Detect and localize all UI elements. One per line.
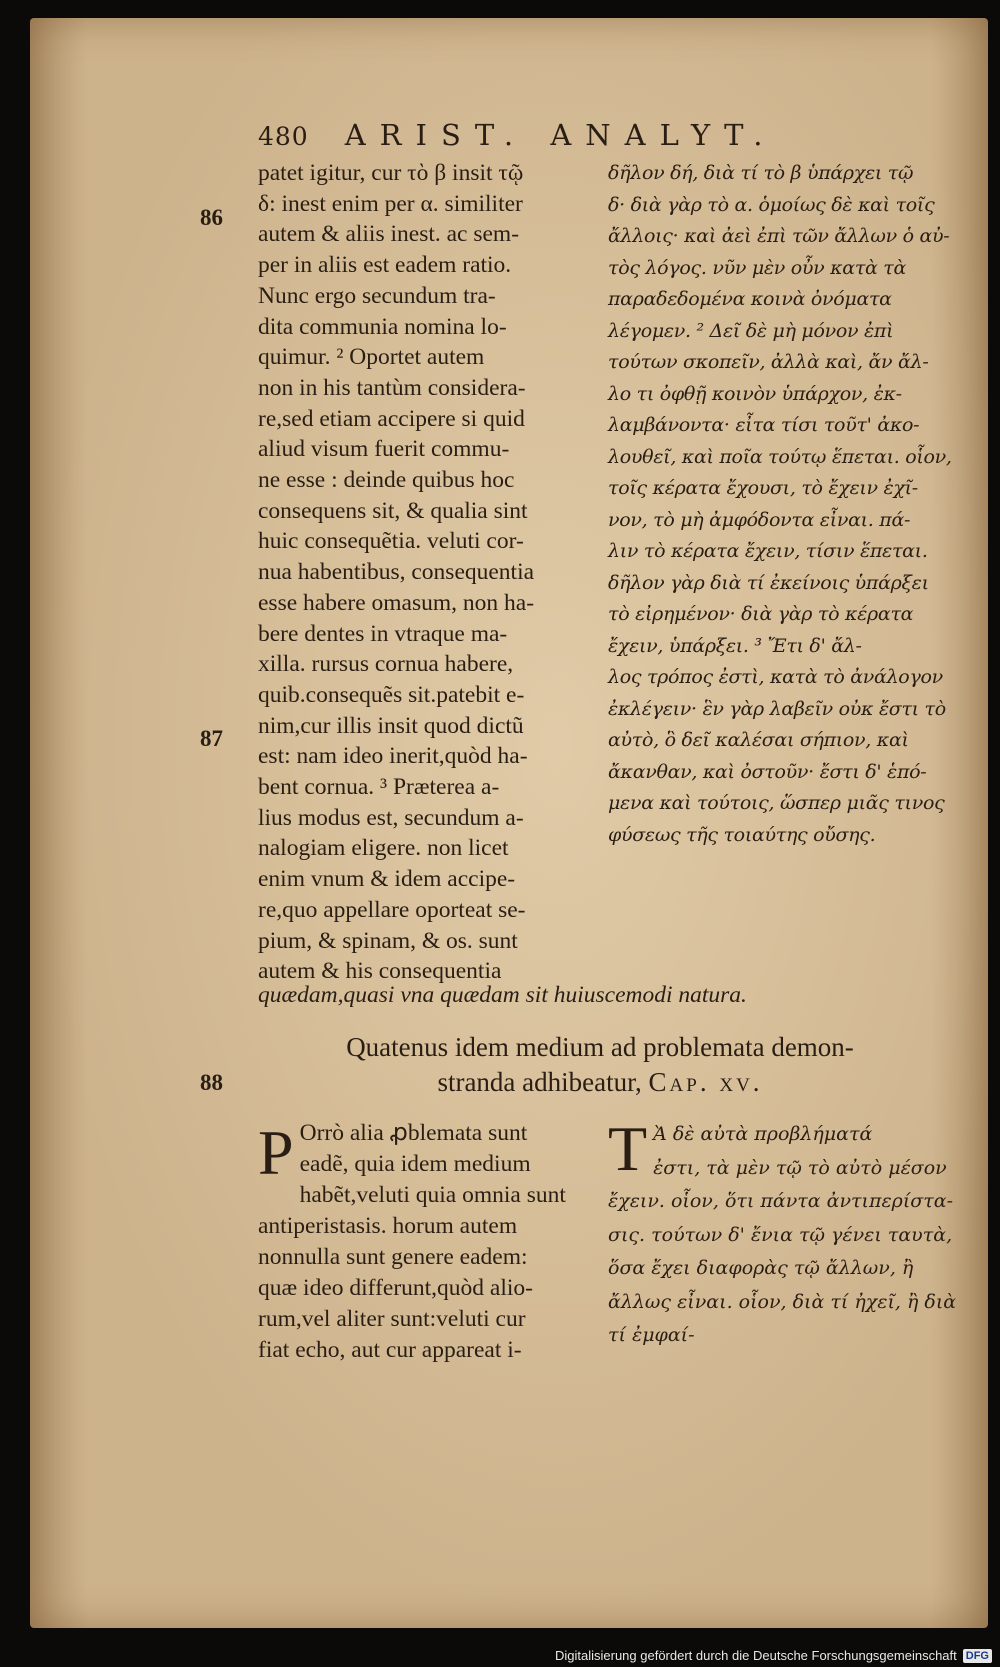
- greek-text-line: δῆλον δή, διὰ τί τὸ β ὑπάρχει τῷ: [608, 162, 914, 184]
- latin-text-line: esse habere omasum, non ha-: [258, 589, 535, 616]
- greek-text-line: τούτων σκοπεῖν, ἀλλὰ καὶ, ἄν ἄλ-: [608, 351, 929, 373]
- latin-text-line: quæ ideo differunt,quòd alio-: [258, 1275, 533, 1301]
- latin-text-line: bent cornua. ³ Præterea a-: [258, 774, 500, 801]
- latin-text-line: Nunc ergo secundum tra-: [258, 282, 496, 309]
- greek-text-line: μενα καὶ τούτοις, ὥσπερ μιᾶς τινος: [608, 792, 945, 814]
- greek-text-line: δῆλον γὰρ διὰ τί ἐκείνοις ὑπάρξει: [608, 571, 929, 594]
- latin-text-line: lius modus est, secundum a-: [258, 804, 524, 831]
- greek-text-line: ἄλλοις· καὶ ἀεὶ ἐπὶ τῶν ἄλλων ὁ αὐ-: [608, 225, 950, 247]
- page-number: 480: [258, 122, 309, 151]
- greek-text-line: λουθεῖ, καὶ ποῖα τούτῳ ἕπεται. οἷον,: [608, 445, 952, 468]
- latin-text-line: patet igitur, cur τὸ β insit τῷ: [258, 160, 524, 186]
- latin-text-line: dita communia nomina lo-: [258, 313, 507, 340]
- greek-text-line: νον, τὸ μὴ ἀμφόδοντα εἶναι. πά-: [608, 508, 911, 531]
- greek-text-line: τί ἐμφαί-: [608, 1324, 695, 1346]
- latin-text-line: huic consequẽtia. veluti cor-: [258, 528, 524, 555]
- greek-text-line: λιν τὸ κέρατα ἔχειν, τίσιν ἕπεται.: [608, 540, 928, 562]
- latin-text-line: autem & aliis inest. ac sem-: [258, 221, 520, 248]
- greek-text-line: σις. τούτων δ' ἔνια τῷ γένει ταυτὰ,: [608, 1223, 953, 1246]
- chapter-heading: [270, 1030, 930, 1100]
- chapter-heading-line: Quatenus idem medium ad problemata demon-: [346, 1032, 854, 1062]
- latin-text-line: δ: inest enim per α. similiter: [258, 190, 523, 217]
- greek-text-line: φύσεως τῆς τοιαύτης οὔσης.: [608, 823, 876, 846]
- greek-text-line: ὅσα ἔχει διαφορὰς τῷ ἄλλων, ἢ: [608, 1257, 914, 1279]
- latin-text-line: est: nam ideo inerit,quòd ha-: [258, 743, 528, 770]
- greek-text-line: παραδεδομένα κοινὰ ὀνόματα: [608, 288, 892, 310]
- latin-text-line: rum,vel aliter sunt:veluti cur: [258, 1306, 526, 1332]
- latin-text-line: nalogiam eligere. non licet: [258, 835, 509, 862]
- greek-text-line: δ· διὰ γὰρ τὸ α. ὁμοίως δὲ καὶ τοῖς: [608, 193, 935, 216]
- latin-text-line: per in aliis est eadem ratio.: [258, 252, 512, 279]
- latin-text-line: eadẽ, quia idem medium: [299, 1151, 531, 1177]
- latin-text-line: autem & his consequentia: [258, 958, 502, 985]
- latin-text-line: enim vnum & idem accipe-: [258, 866, 516, 893]
- latin-text-line: nua habentibus, consequentia: [258, 559, 535, 586]
- latin-text-line: Orrò alia ꝓblemata sunt: [299, 1120, 528, 1146]
- latin-text-line: non in his tantùm considera-: [258, 374, 526, 401]
- dfg-logo: DFG: [963, 1649, 992, 1663]
- greek-text-line: ἔχειν, ὑπάρξει. ³ Ἔτι δ' ἄλ-: [608, 634, 862, 657]
- margin-number: 88: [200, 1070, 223, 1095]
- latin-text-line: fiat echo, aut cur appareat i-: [258, 1337, 522, 1363]
- footer: [555, 1648, 992, 1663]
- greek-text-line: τὸ εἰρημένον· διὰ γὰρ τὸ κέρατα: [608, 603, 914, 625]
- greek-text-line: Ὰ δὲ αὐτὰ προβλήματά: [653, 1123, 873, 1145]
- greek-text-line: τοῖς κέρατα ἔχουσι, τὸ ἔχειν ἐχῖ-: [608, 477, 918, 499]
- latin-text-line: quimur. ² Oportet autem: [258, 344, 485, 371]
- greek-text-line: ἐκλέγειν· ἓν γὰρ λαβεῖν οὐκ ἔστι τὸ: [608, 697, 946, 720]
- greek-text-line: ἐστι, τὰ μὲν τῷ τὸ αὐτὸ μέσον: [653, 1156, 947, 1179]
- latin-text-line: quib.consequẽs sit.patebit e-: [258, 681, 525, 708]
- greek-text-line: λέγομεν. ² Δεῖ δὲ μὴ μόνον ἐπὶ: [608, 319, 894, 342]
- latin-column-2: [258, 1118, 580, 1366]
- running-head: [258, 118, 800, 152]
- greek-column: [608, 158, 952, 851]
- latin-text-line: nonnulla sunt genere eadem:: [258, 1244, 528, 1270]
- latin-text-line: consequens sit, & qualia sint: [258, 497, 528, 524]
- latin-column: [258, 158, 580, 987]
- drop-capital: P: [258, 1117, 294, 1188]
- running-title: ARIST. ANALYT.: [344, 118, 777, 152]
- latin-text-line: aliud visum fuerit commu-: [258, 436, 510, 463]
- chapter-label: Cap. xv.: [648, 1067, 763, 1097]
- latin-text-line: antiperistasis. horum autem: [258, 1213, 518, 1239]
- latin-tail-line: quædam,quasi vna quædam sit huiuscemodi natura.: [258, 982, 747, 1008]
- greek-text-line: λο τι ὀφθῇ κοινὸν ὑπάρχον, ἐκ-: [608, 382, 902, 405]
- greek-text-line: ἄκανθαν, καὶ ὀστοῦν· ἔστι δ' ἑπό-: [608, 760, 927, 783]
- latin-text-line: habẽt,veluti quia omnia sunt: [299, 1182, 566, 1208]
- margin-number: 86: [200, 205, 223, 230]
- latin-text-line: nim,cur illis insit quod dictũ: [258, 712, 524, 739]
- greek-column-2: [608, 1113, 957, 1353]
- greek-text-line: ἔχειν. οἷον, ὅτι πάντα ἀντιπερίστα-: [608, 1190, 954, 1212]
- latin-text-line: bere dentes in vtraque ma-: [258, 620, 508, 647]
- drop-capital: T: [608, 1113, 648, 1184]
- margin-number: 87: [200, 726, 223, 751]
- greek-text-line: ἄλλως εἶναι. οἷον, διὰ τί ἠχεῖ, ἢ διὰ: [608, 1290, 957, 1313]
- greek-text-line: τὸς λόγος. νῦν μὲν οὖν κατὰ τὰ: [608, 256, 907, 279]
- latin-text-line: re,quo appellare oporteat se-: [258, 896, 526, 923]
- latin-text-line: xilla. rursus cornua habere,: [258, 651, 514, 678]
- latin-text-line: re,sed etiam accipere si quid: [258, 405, 525, 432]
- footer-text: Digitalisierung gefördert durch die Deutsche Forschungsgemeinschaft: [554, 1648, 957, 1663]
- greek-text-line: λαμβάνοντα· εἶτα τίσι τοῦτ' ἀκο-: [608, 414, 920, 436]
- greek-text-line: αὐτὸ, ὃ δεῖ καλέσαι σήπιον, καὶ: [608, 729, 909, 751]
- latin-text-line: ne esse : deinde quibus hoc: [258, 467, 515, 494]
- latin-text-line: pium, & spinam, & os. sunt: [258, 927, 518, 954]
- chapter-heading-line: stranda adhibeatur,: [437, 1067, 642, 1097]
- greek-text-line: λος τρόπος ἐστὶ, κατὰ τὸ ἀνάλογον: [608, 666, 943, 688]
